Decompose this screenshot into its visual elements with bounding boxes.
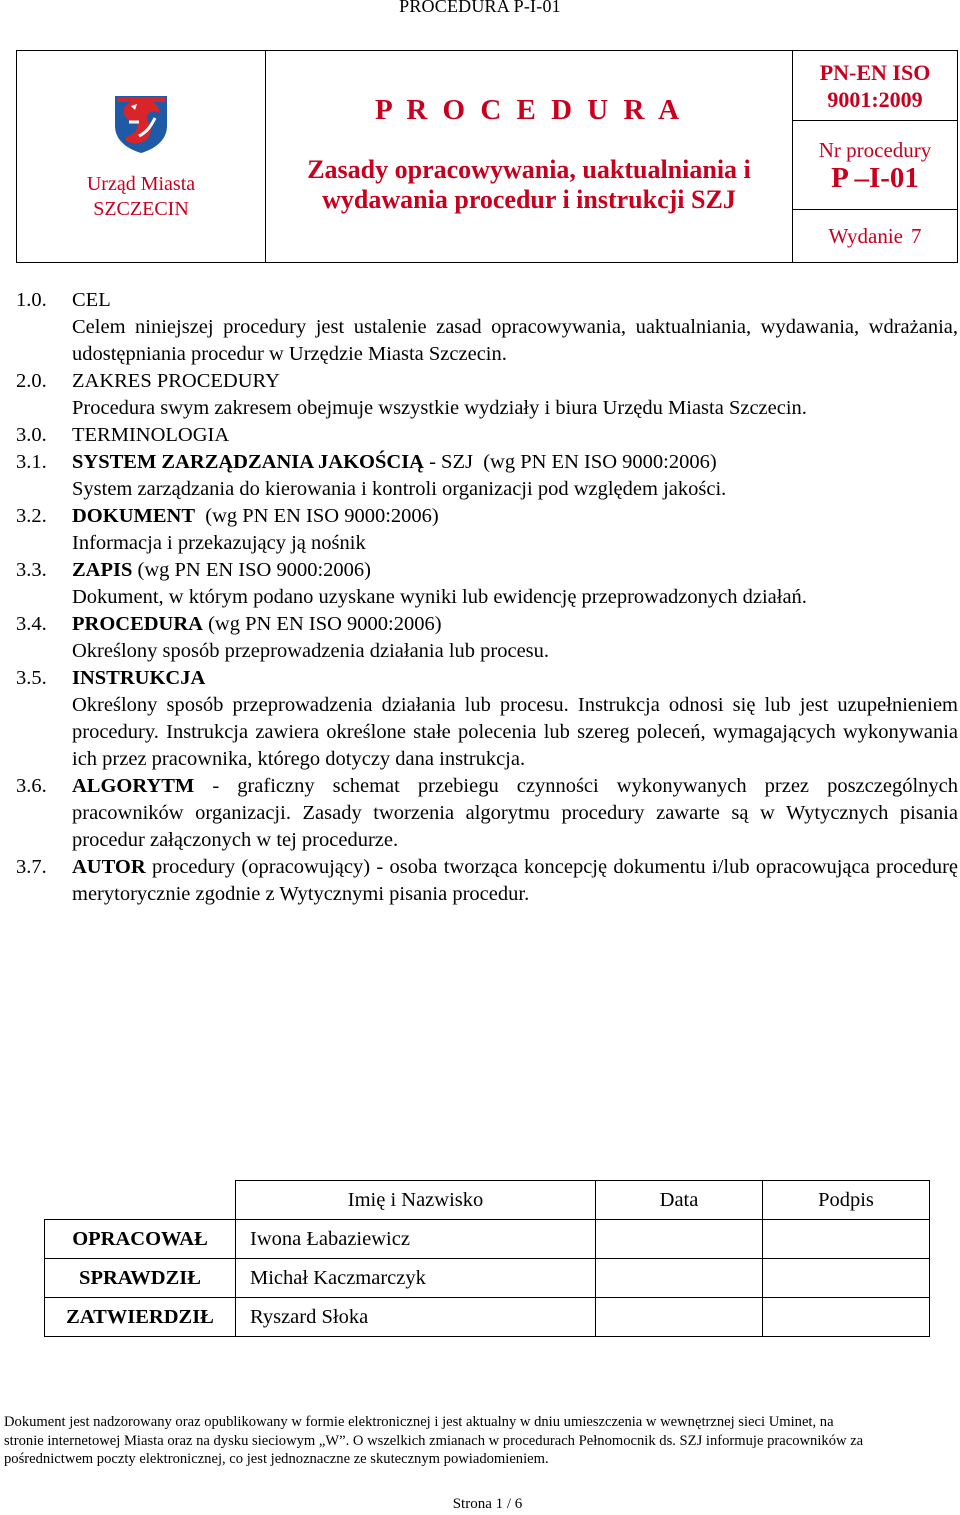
edition-number: 7 [911, 223, 922, 248]
section-cel: 1.0. CEL Celem niniejszej procedury jest ustalenie zasad opracowywania, uaktualniania, wydawania, wdrażania, udostępniania procedur w Urzędzie Miasta Szczecin. [16, 289, 958, 365]
table-row: SPRAWDZIŁ Michał Kaczmarczyk [45, 1259, 930, 1298]
procedure-title-cell [266, 51, 793, 263]
szczecin-coat-of-arms-icon [111, 92, 171, 154]
section-zakres: 2.0. ZAKRES PROCEDURY Procedura swym zakresem obejmuje wszystkie wydziały i biura Urzędu Miasta Szczecin. [16, 370, 807, 419]
term-procedura: 3.4. PROCEDURA (wg PN EN ISO 9000:2006) Określony sposób przeprowadzenia działania lub procesu. [16, 613, 550, 662]
term-zapis: 3.3. ZAPIS (wg PN EN ISO 9000:2006) Dokument, w którym podano uzyskane wyniki lub ewidencję przeprowadzonych działań. [16, 559, 807, 608]
procedure-subtitle: Zasady opracowywania, uaktualniania i wydawania procedur i instrukcji SZJ [307, 155, 751, 214]
edition-cell: Wydanie 7 [793, 210, 958, 263]
approval-header-row: Imię i Nazwisko Data Podpis [45, 1181, 930, 1220]
procedure-number: P –I-01 [831, 161, 919, 194]
iso-standard-cell: PN-EN ISO 9001:2009 [793, 51, 958, 121]
section-terminologia: 3.0. TERMINOLOGIA [16, 424, 230, 446]
term-szj: 3.1. SYSTEM ZARZĄDZANIA JAKOŚCIĄ - SZJ (wg PN EN ISO 9000:2006) System zarządzania do kierowania i kontroli organizacji pod względem jakości. [16, 451, 727, 500]
approval-table [44, 1180, 930, 1337]
procedure-number-cell: Nr procedury P –I-01 [793, 121, 958, 210]
page-number: Strona 1 / 6 [452, 1496, 523, 1512]
organization-name: Urząd Miasta SZCZECIN [86, 172, 196, 220]
running-header: PROCEDURA P-I-01 [399, 0, 561, 16]
term-algorytm: 3.6. ALGORYTM - graficzny schemat przebiegu czynności wykonywanych przez poszczególnych pracowników organizacji. Zasady tworzenia algorytmu procedury zawarte są w Wytycznych pisania procedur załączonych w tej procedurze. [16, 775, 958, 851]
table-row: OPRACOWAŁ Iwona Łabaziewicz [45, 1220, 930, 1259]
term-dokument: 3.2. DOKUMENT (wg PN EN ISO 9000:2006) Informacja i przekazujący ją nośnik [16, 505, 439, 554]
term-instrukcja: 3.5. INSTRUKCJA Określony sposób przeprowadzenia działania lub procesu. Instrukcja odnosi się lub jest uzupełnieniem procedury. Instrukcja zawiera określone stałe polecenia lub szereg poleceń, wymagających wykonywania ich przez pracownika, którego dotyczy dana instrukcja. [16, 667, 958, 770]
term-autor: 3.7. AUTOR procedury (opracowujący) - osoba tworząca koncepcję dokumentu i/lub opracowująca procedurę merytorycznie zgodnie z Wytycznymi pisania procedur. [16, 856, 958, 905]
footer-note: Dokument jest nadzorowany oraz opublikowany w formie elektronicznej i jest aktualny w dniu umieszczenia w wewnętrznej sieci Uminet, na stronie internetowej Miasta oraz na dysku sieciowym „W”. O wszelkich zmianach w procedurach Pełnomocnik ds. SZJ informuje pracowników za pośrednictwem poczty elektronicznej, co jest jednoznaczne ze skutecznym powiadomieniem. [4, 1414, 864, 1467]
document-body [16, 287, 958, 908]
document-header [16, 50, 958, 263]
organization-cell [17, 51, 266, 263]
document-type-title: P R O C E D U R A [374, 94, 684, 126]
table-row: ZATWIERDZIŁ Ryszard Słoka [45, 1298, 930, 1337]
